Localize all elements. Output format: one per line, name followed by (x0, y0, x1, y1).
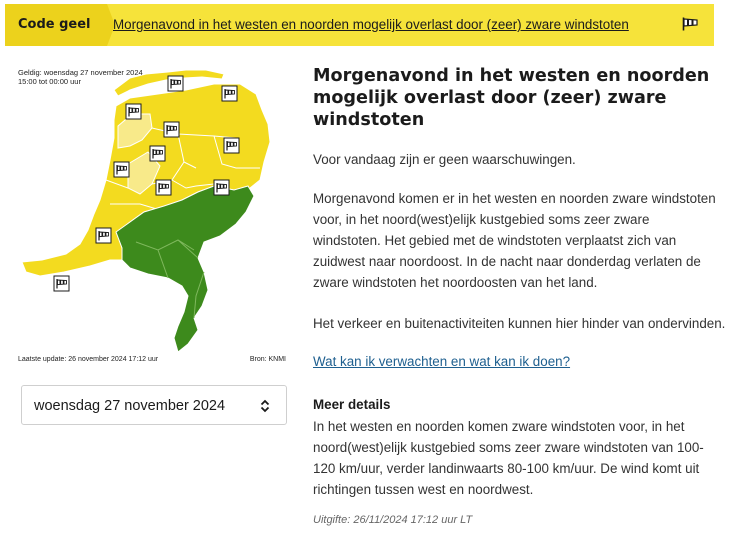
warning-map[interactable] (18, 64, 286, 370)
issued-timestamp: Uitgifte: 26/11/2024 17:12 uur LT (313, 514, 473, 526)
windsock-icon[interactable] (126, 104, 141, 119)
today-text: Voor vandaag zijn er geen waarschuwingen. (313, 152, 576, 167)
windsock-icon[interactable] (54, 276, 69, 291)
windsock-icon[interactable] (150, 146, 165, 161)
windsock-icon[interactable] (164, 122, 179, 137)
windsock-icon[interactable] (114, 162, 129, 177)
windsock-icon[interactable] (224, 138, 239, 153)
windsock-icon[interactable] (222, 86, 237, 101)
netherlands-map[interactable] (18, 64, 286, 354)
map-last-update: Laatste update: 26 november 2024 17:12 uur (18, 356, 159, 363)
date-select-value: woensdag 27 november 2024 (34, 398, 226, 414)
windsock-icon[interactable] (96, 228, 111, 243)
details-text: In het westen en noorden komen zware windstoten voor, in het noord(west)elijk kustgebied soms zeer zware windstoten van 100-120 km/uur, verder landinwaarts 80-100 km/uur. De wind komt uit richtingen tussen west en noordwest. (313, 419, 704, 497)
main-description: Morgenavond komen er in het westen en noorden zware windstoten voor, in het noord(west)elijk kustgebied soms zeer zware windstoten. Het gebied met de windstoten verplaatst zich van zuidwest naar noordoost. In de nacht naar donderdag verlaten de zware windstoten het noordoosten van het land. (313, 191, 716, 290)
warning-code-label: Code geel (5, 4, 107, 46)
windsock-icon[interactable] (168, 76, 183, 91)
chevron-up-down-icon (260, 399, 270, 413)
banner-arrow-shape (5, 4, 117, 46)
map-source: Bron: KNMI (249, 356, 286, 363)
warning-banner[interactable] (5, 4, 714, 46)
windsock-icon (682, 17, 698, 31)
windsock-icon[interactable] (156, 180, 171, 195)
traffic-text: Het verkeer en buitenactiviteiten kunnen hier hinder van ondervinden. (313, 316, 726, 331)
warning-content (313, 65, 718, 131)
details-heading: Meer details (313, 397, 391, 412)
page-title: Morgenavond in het westen en noorden mogelijk overlast door (zeer) zware windstoten (313, 66, 710, 130)
windsock-icon[interactable] (214, 180, 229, 195)
map-validity: Geldig: woensdag 27 november 2024 15:00 tot 00:00 uur (18, 68, 143, 86)
warning-banner-title[interactable]: Morgenavond in het westen en noorden mogelijk overlast door (zeer) zware windstoten (113, 17, 629, 32)
date-select[interactable] (21, 385, 287, 425)
what-to-expect-link[interactable]: Wat kan ik verwachten en wat kan ik doen? (313, 354, 571, 369)
